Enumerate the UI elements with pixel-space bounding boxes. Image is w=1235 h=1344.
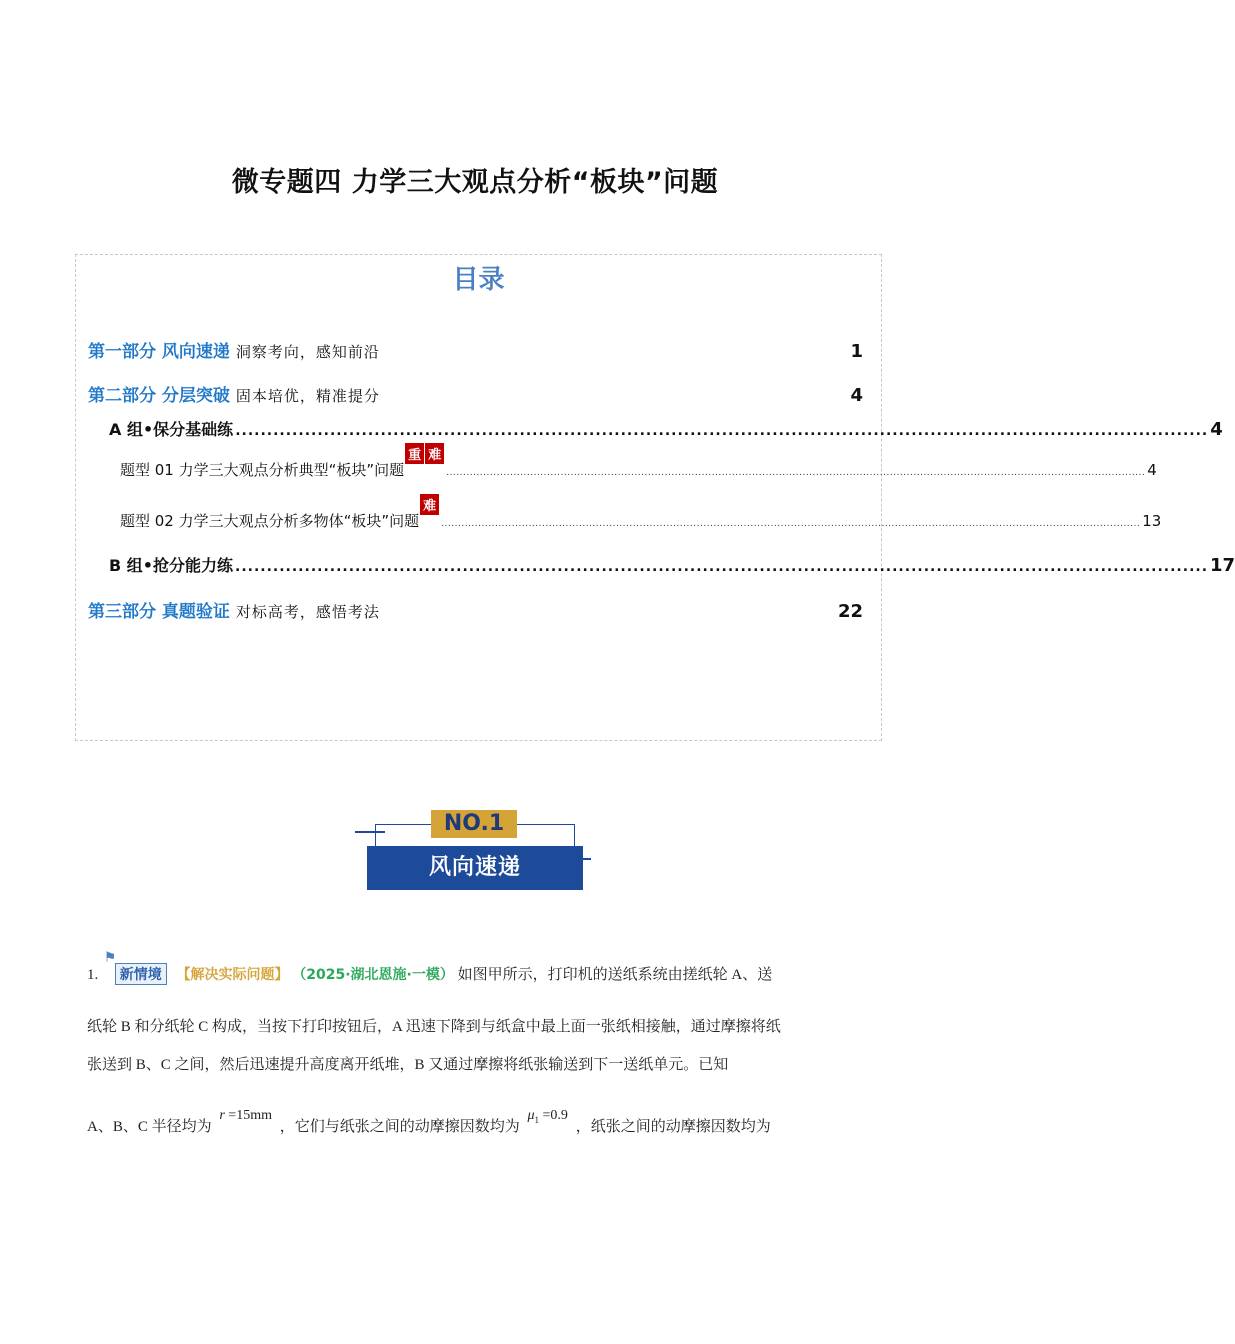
formula-value: =15mm (228, 1108, 272, 1123)
problem-text: 如图甲所示，打印机的送纸系统由搓纸轮 A、送 (457, 967, 773, 983)
toc-type-title: 题型 02 力学三大观点分析多物体“板块”问题 (120, 512, 420, 530)
toc-part-3[interactable] (88, 597, 863, 622)
formula-var: r (219, 1108, 225, 1123)
toc-group-title: A 组•保分基础练 (109, 420, 234, 439)
toc-part-title: 第一部分 风向速递 (88, 342, 230, 362)
formula-value: =0.9 (542, 1108, 568, 1123)
toc-part-title: 第三部分 真题验证 (88, 602, 230, 622)
new-context-badge (103, 950, 167, 985)
problem-text: ，纸张之间的动摩擦因数均为 (575, 1119, 771, 1135)
toc-group-a[interactable] (109, 417, 1223, 440)
formula-radius (219, 1108, 272, 1124)
section-banner (355, 810, 595, 892)
tag-source: （2025·湖北恩施·一模） (292, 967, 454, 983)
problem-number: 1. (87, 967, 99, 983)
toc-part-title: 第二部分 分层突破 (88, 386, 230, 406)
toc-type-01[interactable] (120, 448, 1157, 480)
problem-line-3: 张送到 B、C 之间，然后迅速提升高度离开纸堆，B 又通过摩擦将纸张输送到下一送纸单元。已知 (87, 1057, 729, 1073)
section-number: NO.1 (431, 810, 517, 838)
problem-line-1 (87, 950, 877, 985)
new-context-label: 新情境 (119, 967, 162, 983)
toc-heading: 目录 (452, 265, 505, 295)
difficulty-badge-important: 重 (405, 443, 424, 464)
toc-part-2[interactable] (88, 381, 863, 406)
toc-page-number: 17 (1210, 555, 1235, 576)
document-title: 微专题四 力学三大观点分析“板块”问题 (231, 167, 719, 198)
toc-part-subtitle: 固本培优，精准提分 (235, 387, 380, 405)
toc-type-title: 题型 01 力学三大观点分析典型“板块”问题 (120, 461, 405, 479)
tag-solve-problem: 【解决实际问题】 (176, 967, 289, 983)
toc-page-number: 13 (1142, 512, 1162, 530)
toc-type-02[interactable] (120, 499, 1162, 531)
toc-part-subtitle: 对标高考，感悟考法 (235, 603, 380, 621)
toc-page-number: 22 (837, 601, 863, 622)
flag-icon: ⚑ (103, 950, 117, 966)
toc-leader-dots: .......................................................................................................................................................... (235, 559, 1209, 575)
toc-part-subtitle: 洞察考向，感知前沿 (235, 343, 380, 361)
problem-line-4 (87, 1108, 877, 1137)
toc-page-number: 4 (1147, 461, 1157, 479)
toc-part-1[interactable] (88, 337, 863, 362)
formula-friction (528, 1108, 568, 1125)
toc-leader-dots: .......................................................................................................................................................... (235, 423, 1209, 439)
section-title: 风向速递 (367, 846, 583, 890)
formula-sub: 1 (534, 1114, 540, 1125)
problem-text: A、B、C 半径均为 (87, 1119, 212, 1135)
banner-tick-left (355, 831, 385, 833)
formula-var: μ (527, 1108, 535, 1123)
toc-page-number: 4 (1210, 419, 1223, 440)
table-of-contents (75, 254, 1235, 741)
toc-leader-dots: ................................................................................................................................................................................................................ (441, 519, 1141, 529)
toc-page-number: 4 (850, 385, 863, 406)
toc-page-number: 1 (850, 341, 863, 362)
problem-line-2: 纸轮 B 和分纸轮 C 构成，当按下打印按钮后，A 迅速下降到与纸盒中最上面一张纸相接触，通过摩擦将纸 (87, 1019, 781, 1035)
toc-leader-dots: ................................................................................................................................................................................................................ (446, 468, 1146, 478)
problem-text: ，它们与纸张之间的动摩擦因数均为 (279, 1119, 520, 1135)
toc-group-title: B 组•抢分能力练 (109, 556, 233, 575)
difficulty-badge-hard: 难 (425, 443, 444, 464)
difficulty-badge-hard: 难 (420, 494, 439, 515)
toc-group-b[interactable] (109, 553, 1235, 576)
